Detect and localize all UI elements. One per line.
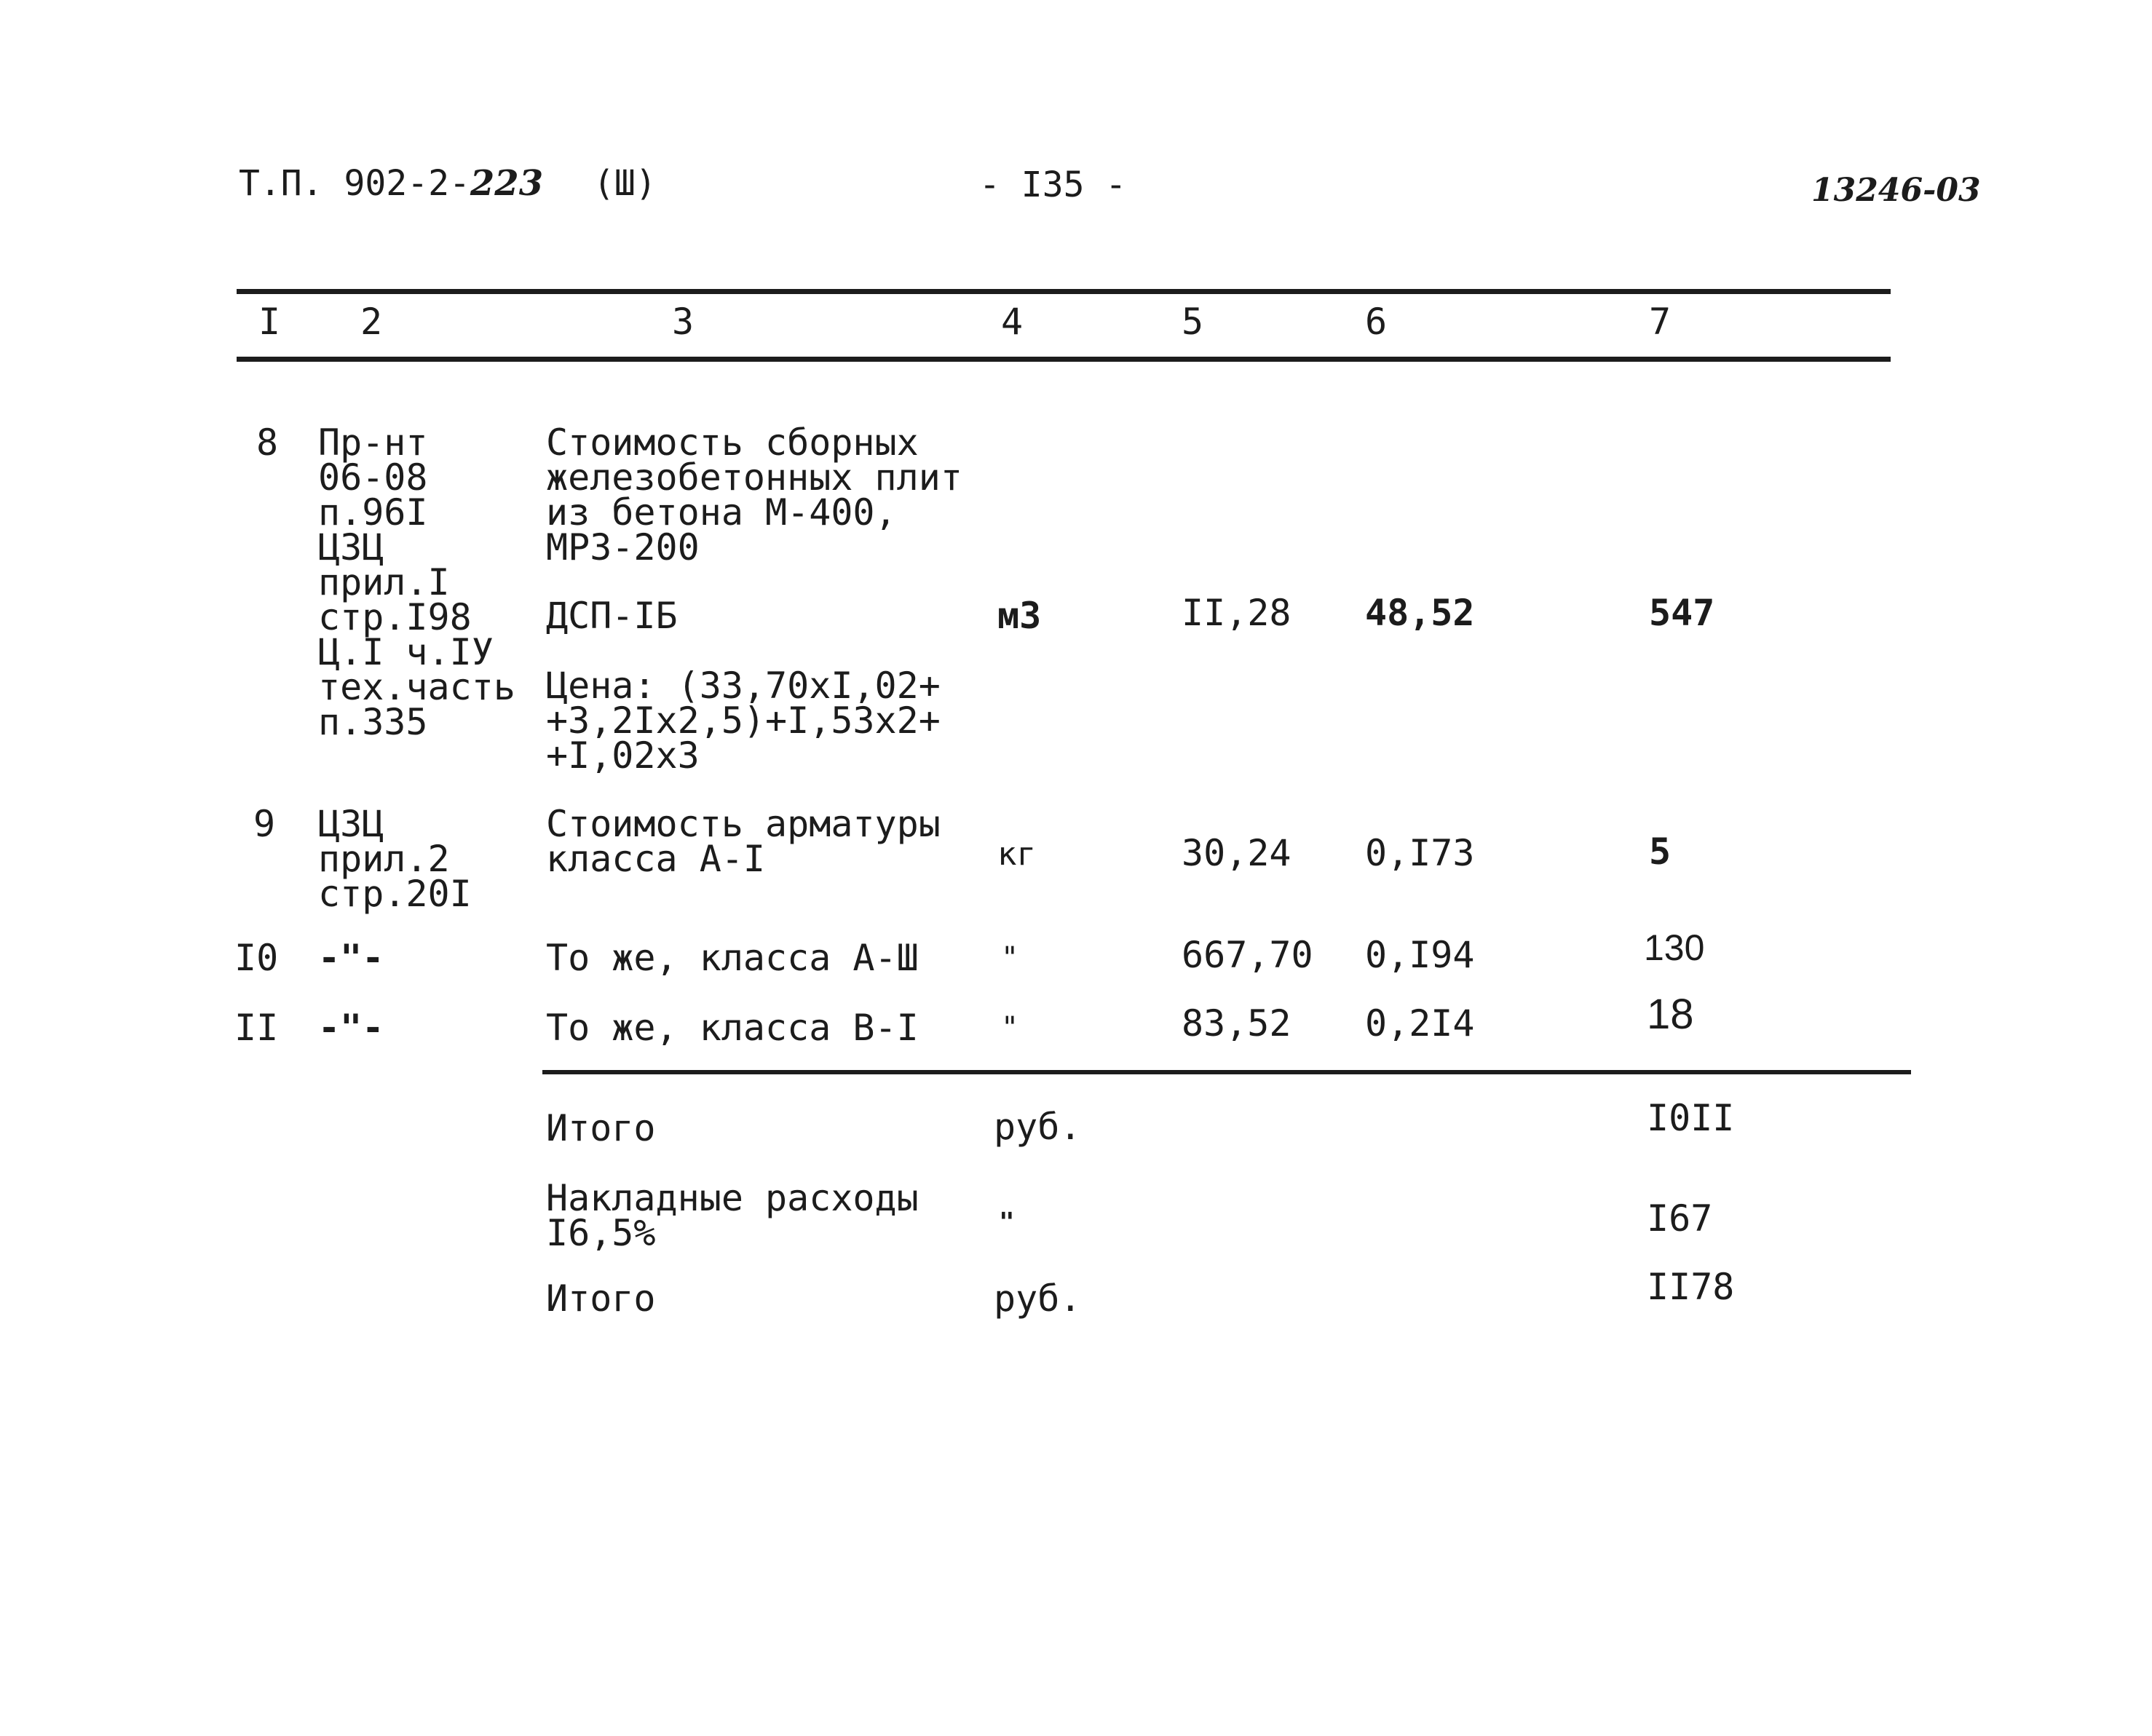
row-11-source: -"- — [318, 1007, 384, 1049]
row-8-price-formula: Цена: (33,70хI,02+ +3,2Iх2,5)+I,53х2+ +I,02х3 — [546, 665, 941, 777]
row-9-description: Стоимость арматуры класса А-I — [546, 803, 941, 880]
row-11-number: II — [234, 1007, 279, 1049]
column-number-7: 7 — [1649, 301, 1672, 343]
summary-rule — [542, 1070, 1911, 1074]
row-8-total: 547 — [1649, 592, 1715, 634]
row-9-source: ЦЗЦ прил.2 стр.20I — [318, 803, 472, 915]
doc-prefix: Т.П. 902-2- — [239, 163, 470, 204]
row-9-price: 0,I73 — [1365, 832, 1475, 874]
row-9-number: 9 — [253, 803, 276, 845]
row-10-price: 0,I94 — [1365, 934, 1475, 976]
column-number-4: 4 — [1001, 301, 1024, 343]
column-number-5: 5 — [1182, 301, 1204, 343]
row-10-number: I0 — [234, 937, 279, 979]
subtotal-total: I0II — [1647, 1097, 1735, 1139]
row-8-unit: м3 — [997, 595, 1042, 637]
doc-hand-number: 223 — [470, 163, 544, 204]
row-11-quantity: 83,52 — [1182, 1002, 1291, 1045]
row-8-description: Стоимость сборных железобетонных плит из бетона М-400, МРЗ-200 — [546, 421, 962, 568]
overhead-unit: " — [999, 1208, 1015, 1237]
row-10-unit: " — [1001, 941, 1019, 975]
row-8-source: Пр-нт 06-08 п.96I ЦЗЦ прил.I стр.I98 Ц.I ч.IУ тех.часть п.335 — [318, 421, 515, 743]
header-rule-bottom — [237, 357, 1891, 362]
page-number: - I35 - — [979, 165, 1127, 205]
doc-designation — [239, 163, 544, 204]
column-number-2: 2 — [360, 301, 383, 343]
row-8-quantity: II,28 — [1182, 592, 1291, 634]
row-9-quantity: 30,24 — [1182, 832, 1291, 874]
row-10-source: -"- — [318, 937, 384, 979]
grand-total-label: Итого — [546, 1277, 656, 1320]
overhead-label: Накладные расходы I6,5% — [546, 1177, 919, 1254]
archive-number: 13246-03 — [1811, 172, 1981, 209]
column-number-1: I — [258, 301, 281, 343]
row-8-number: 8 — [256, 421, 279, 464]
row-10-total: 130 — [1644, 927, 1705, 968]
column-number-3: 3 — [672, 301, 695, 343]
row-11-unit: " — [1001, 1011, 1019, 1045]
row-8-price: 48,52 — [1365, 592, 1475, 634]
row-11-price: 0,2I4 — [1365, 1002, 1475, 1045]
row-9-unit: кг — [997, 836, 1036, 873]
subtotal-label: Итого — [546, 1107, 656, 1149]
row-11-total: 18 — [1647, 991, 1694, 1038]
grand-total-unit: руб. — [994, 1277, 1082, 1320]
header-rule-top — [237, 289, 1891, 294]
subtotal-unit: руб. — [994, 1106, 1082, 1148]
row-11-description: То же, класса В-I — [546, 1007, 919, 1049]
grand-total-total: II78 — [1647, 1266, 1735, 1308]
column-number-6: 6 — [1365, 301, 1388, 343]
row-8-item: ДСП-IБ — [546, 595, 678, 637]
row-9-total: 5 — [1649, 831, 1672, 873]
overhead-total: I67 — [1647, 1197, 1713, 1240]
row-10-description: То же, класса А-Ш — [546, 937, 919, 979]
volume-mark: (Ш) — [593, 163, 657, 204]
row-10-quantity: 667,70 — [1182, 934, 1313, 976]
